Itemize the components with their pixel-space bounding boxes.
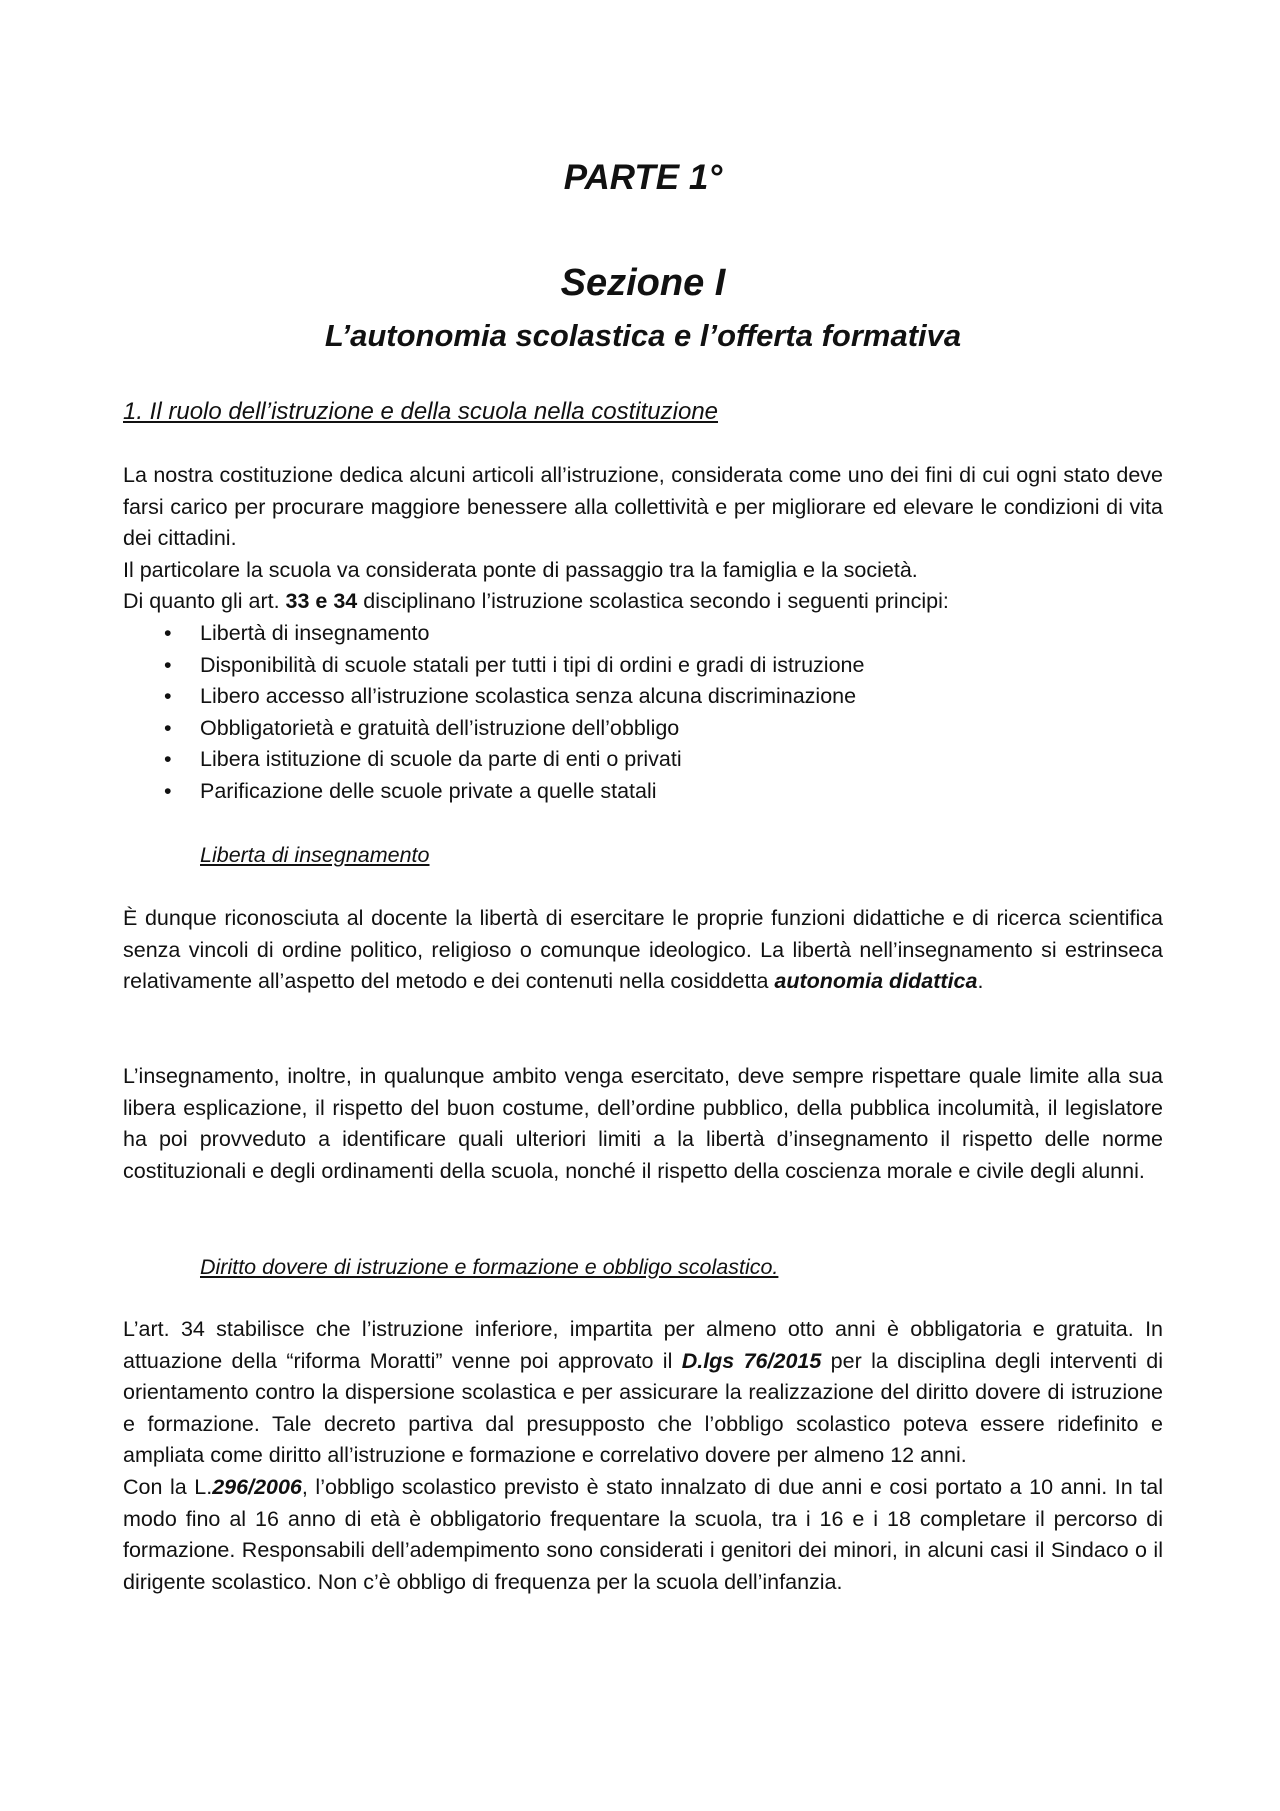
subheading-liberta: Liberta di insegnamento: [200, 843, 430, 867]
diritto-text: L’art. 34 stabilisce che l’istruzione inferiore, impartita per almeno otto anni è obbligatoria e gratuita. In attuazione della “riforma Moratti” venne poi approvato il: [123, 1317, 1163, 1373]
insegnamento-paragraph: L’insegnamento, inoltre, in qualunque ambito venga esercitato, deve sempre rispettare quale limite alla sua libera esplicazione, il rispetto del buon costume, dell’ordine pubblico, della pubblica incolumità, il legislatore ha poi provveduto a identificare quali ulteriori limiti a la libertà d’insegnamento il rispetto delle norme costituzionali e degli ordinamenti della scuola, nonché il rispetto della coscienza morale e civile degli alunni.: [123, 1064, 1163, 1183]
list-item: [123, 744, 1163, 776]
list-item: [123, 776, 1163, 808]
principles-intro-text-2: disciplinano l’istruzione scolastica secondo i seguenti principi:: [357, 589, 949, 614]
bullet-icon: •: [164, 715, 172, 740]
list-item-text: Libero accesso all’istruzione scolastica senza alcuna discriminazione: [200, 684, 857, 709]
diritto-block: [123, 1314, 1163, 1598]
liberta-text-end: .: [977, 969, 984, 994]
bullet-icon: •: [164, 684, 172, 709]
section-title: Sezione I: [560, 262, 726, 304]
diritto-paragraph: [123, 1314, 1163, 1472]
liberta-paragraph: [123, 903, 1163, 998]
principles-intro-text: Di quanto gli art.: [123, 589, 286, 614]
obbligo-text-2: , l’obbligo scolastico previsto è stato innalzato di due anni e cosi portato a 10 anni. In tal modo fino al 16 anno di età è obbligatorio frequentare la scuola, tra i 16 e i 18 completare il percorso di formazione. Responsabili dell’adempimento sono considerati i genitori dei minori, in alcuni casi il Sindaco o il dirigente scolastico. Non c’è obbligo di frequenza per la scuola dell’infanzia.: [123, 1474, 1163, 1594]
principles-list: [123, 618, 1163, 808]
list-item-text: Libertà di insegnamento: [200, 620, 430, 645]
list-item-text: Parificazione delle scuole private a quelle statali: [200, 778, 657, 803]
bullet-icon: •: [164, 778, 172, 803]
list-item: [123, 713, 1163, 745]
articles-ref: 33 e 34: [285, 589, 358, 614]
list-item: [123, 618, 1163, 650]
diritto-text-2: per la disciplina degli interventi di orientamento contro la dispersione scolastica e per assicurare la realizzazione del diritto dovere di istruzione e formazione. Tale decreto partiva dal presupposto che l’obbligo scolastico poteva essere ridefinito e ampliata come diritto all’istruzione e formazione e correlativo dovere per almeno 12 anni.: [123, 1348, 1163, 1468]
subheading-diritto: Diritto dovere di istruzione e formazione e obbligo scolastico.: [200, 1255, 779, 1279]
list-item: [123, 681, 1163, 713]
autonomia-term: autonomia didattica: [774, 969, 978, 994]
bullet-icon: •: [164, 652, 172, 677]
obbligo-paragraph: [123, 1472, 1163, 1598]
chapter-heading: 1. Il ruolo dell’istruzione e della scuola nella costituzione: [123, 398, 719, 425]
list-item-text: Disponibilità di scuole statali per tutti i tipi di ordini e gradi di istruzione: [200, 652, 865, 677]
part-title: PARTE 1°: [563, 158, 723, 197]
section-subtitle: L’autonomia scolastica e l’offerta formativa: [324, 318, 962, 353]
obbligo-text: Con la L.: [123, 1474, 213, 1499]
insegnamento-block: [123, 1061, 1163, 1187]
intro-block: [123, 460, 1163, 808]
bullet-icon: •: [164, 620, 172, 645]
bullet-icon: •: [164, 747, 172, 772]
law-ref: 296/2006: [212, 1474, 302, 1499]
liberta-text: È dunque riconosciuta al docente la libertà di esercitare le proprie funzioni didattiche e di ricerca scientifica senza vincoli di ordine politico, religioso o comunque ideologico. La libertà nell’insegnamento si estrinseca relativamente all’aspetto del metodo e dei contenuti nella cosiddetta: [123, 906, 1163, 994]
intro-paragraph-2: Il particolare la scuola va considerata ponte di passaggio tra la famiglia e la società.: [123, 557, 918, 582]
liberta-block: [123, 903, 1163, 998]
list-item: [123, 650, 1163, 682]
list-item-text: Libera istituzione di scuole da parte di enti o privati: [200, 747, 682, 772]
principles-intro: [123, 586, 1163, 618]
dlgs-ref: D.lgs 76/2015: [681, 1348, 822, 1373]
list-item-text: Obbligatorietà e gratuità dell’istruzione dell’obbligo: [200, 715, 680, 740]
intro-paragraph: La nostra costituzione dedica alcuni articoli all’istruzione, considerata come uno dei fini di cui ogni stato deve farsi carico per procurare maggiore benessere alla collettività e per migliorare ed elevare le condizioni di vita dei cittadini.: [123, 463, 1163, 551]
